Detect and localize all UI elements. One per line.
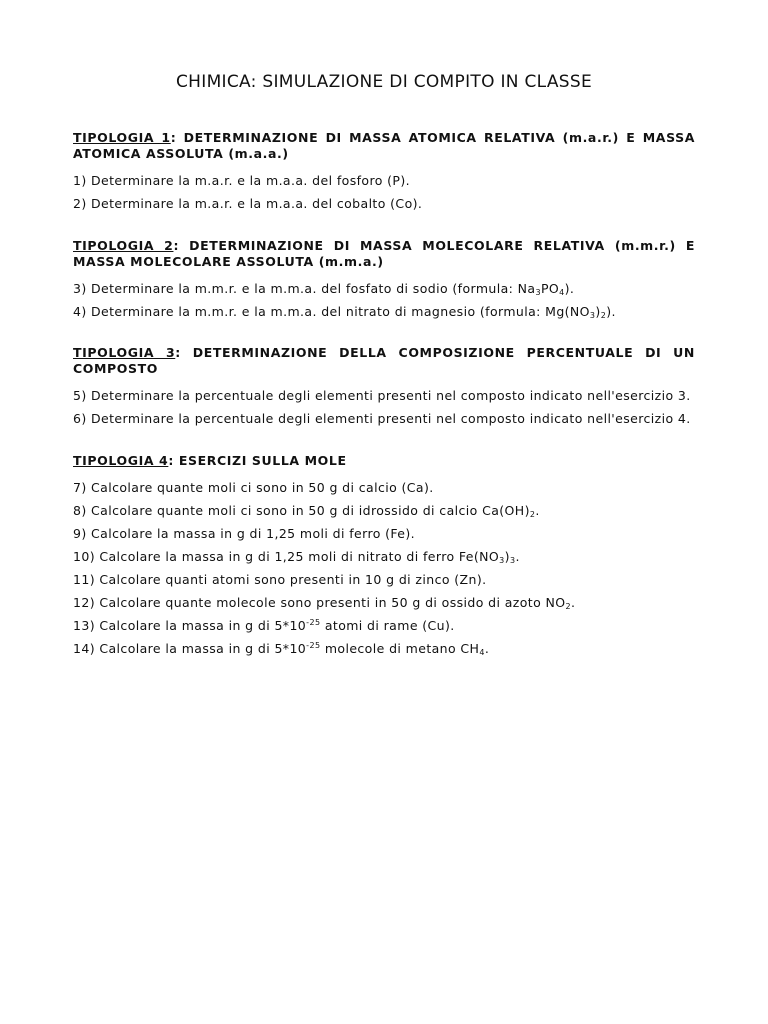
- exercise-item: [73, 300, 695, 323]
- exercise-text: 6) Determinare la percentuale degli elementi presenti nel composto indicato nell'esercizio 4.: [73, 411, 691, 426]
- exercise-text: 9) Calcolare la massa in g di 1,25 moli di ferro (Fe).: [73, 526, 416, 541]
- exercise-text: 3) Determinare la m.m.r. e la m.m.a. del fosfato di sodio (formula: Na: [73, 281, 536, 296]
- exercise-item: [73, 545, 695, 568]
- exercise-text: 13) Calcolare la massa in g di 5*10: [73, 618, 307, 633]
- exercise-text: 12) Calcolare quante molecole sono presenti in 50 g di ossido di azoto NO: [73, 595, 566, 610]
- section-tipologia-3: [73, 345, 695, 430]
- exercise-text: PO: [540, 281, 560, 296]
- section-heading-text: : DETERMINAZIONE DI MASSA MOLECOLARE RELATIVA (m.m.r.) E MASSA MOLECOLARE ASSOLUTA (m.m.a.): [73, 238, 695, 269]
- exercise-item: [73, 384, 695, 407]
- subscript: 2: [600, 311, 607, 320]
- exercise-text: 11) Calcolare quanti atomi sono presenti in 10 g di zinco (Zn).: [73, 572, 487, 587]
- section-heading: [73, 345, 695, 377]
- exercise-text: ): [504, 549, 510, 564]
- exercise-text: molecole di metano CH: [320, 641, 480, 656]
- exercise-item: [73, 476, 695, 499]
- section-tag: TIPOLOGIA 2: [73, 238, 174, 253]
- exercise-text: 14) Calcolare la massa in g di 5*10: [73, 641, 307, 656]
- exercise-text: 2) Determinare la m.a.r. e la m.a.a. del cobalto (Co).: [73, 196, 423, 211]
- section-heading-text: : DETERMINAZIONE DELLA COMPOSIZIONE PERCENTUALE DI UN COMPOSTO: [73, 345, 695, 376]
- exercise-list: [73, 277, 695, 323]
- exercise-item: [73, 192, 695, 215]
- exercise-item: [73, 277, 695, 300]
- section-heading-text: : ESERCIZI SULLA MOLE: [168, 453, 347, 468]
- section-tag: TIPOLOGIA 3: [73, 345, 176, 360]
- exercise-text: .: [515, 549, 520, 564]
- section-tag: TIPOLOGIA 1: [73, 130, 171, 145]
- exercise-item: [73, 568, 695, 591]
- exercise-text: .: [535, 503, 540, 518]
- exercise-text: ).: [564, 281, 575, 296]
- exercise-list: [73, 384, 695, 430]
- exercise-text: 1) Determinare la m.a.r. e la m.a.a. del fosforo (P).: [73, 173, 411, 188]
- exercise-text: .: [571, 595, 576, 610]
- exercise-text: ).: [606, 304, 616, 319]
- superscript: -25: [306, 618, 321, 627]
- exercise-list: [73, 476, 695, 660]
- exercise-item: [73, 499, 695, 522]
- subscript: 3: [499, 556, 505, 565]
- section-tipologia-4: [73, 453, 695, 660]
- exercise-item: [73, 591, 695, 614]
- subscript: 3: [589, 311, 596, 320]
- page-title: CHIMICA: SIMULAZIONE DI COMPITO IN CLASSE: [176, 72, 592, 92]
- subscript: 2: [529, 510, 536, 519]
- section-heading: [73, 130, 695, 162]
- subscript: 3: [535, 288, 541, 297]
- subscript: 2: [565, 602, 572, 611]
- exercise-item: [73, 637, 695, 660]
- subscript: 4: [479, 648, 485, 657]
- section-heading-text: : DETERMINAZIONE DI MASSA ATOMICA RELATIVA (m.a.r.) E MASSA ATOMICA ASSOLUTA (m.a.a.): [73, 130, 695, 161]
- section-tag: TIPOLOGIA 4: [73, 453, 169, 468]
- exercise-item: [73, 169, 695, 192]
- section-tipologia-1: [73, 130, 695, 215]
- exercise-text: atomi di rame (Cu).: [320, 618, 455, 633]
- superscript: -25: [306, 641, 321, 650]
- section-heading: [73, 238, 695, 270]
- exercise-text: ): [595, 304, 601, 319]
- exercise-text: 5) Determinare la percentuale degli elementi presenti nel composto indicato nell'esercizio 3.: [73, 388, 691, 403]
- exercise-item: [73, 614, 695, 637]
- subscript: 3: [509, 556, 516, 565]
- exercise-text: 8) Calcolare quante moli ci sono in 50 g di idrossido di calcio Ca(OH): [73, 503, 530, 518]
- exercise-text: 4) Determinare la m.m.r. e la m.m.a. del nitrato di magnesio (formula: Mg(NO: [73, 304, 590, 319]
- subscript: 4: [559, 288, 565, 297]
- exercise-text: 10) Calcolare la massa in g di 1,25 moli di nitrato di ferro Fe(NO: [73, 549, 500, 564]
- exercise-item: [73, 407, 695, 430]
- exercise-list: [73, 169, 695, 215]
- exercise-text: .: [484, 641, 490, 656]
- section-heading: [73, 453, 695, 469]
- exercise-item: [73, 522, 695, 545]
- exercise-text: 7) Calcolare quante moli ci sono in 50 g di calcio (Ca).: [73, 480, 434, 495]
- section-tipologia-2: [73, 238, 695, 323]
